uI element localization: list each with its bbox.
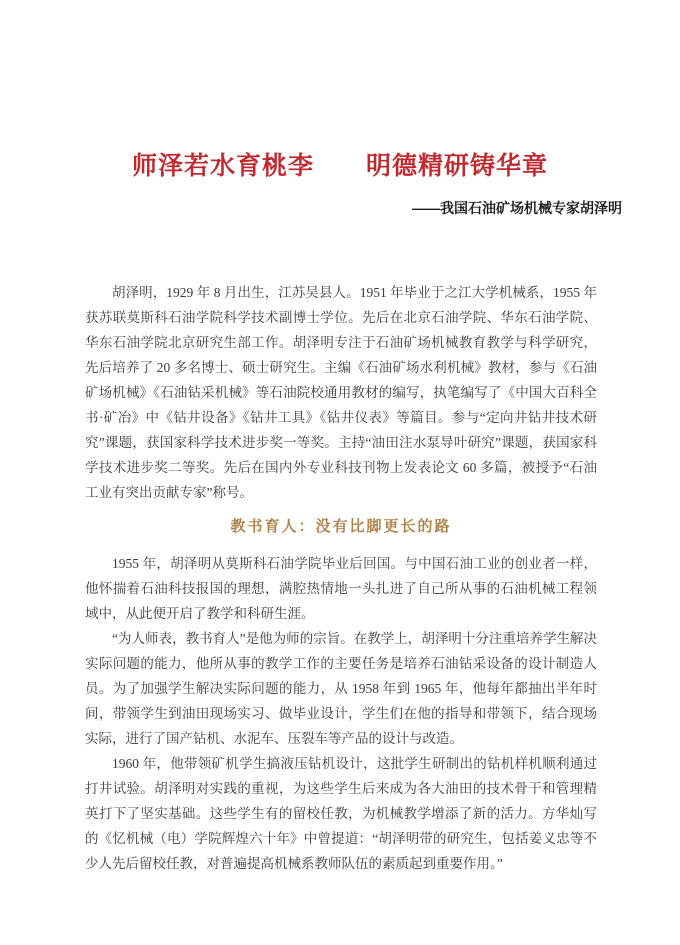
intro-paragraph: 胡泽明，1929 年 8 月出生，江苏吴县人。1951 年毕业于之江大学机械系，1955 年获苏联莫斯科石油学院科学技术副博士学位。先后在北京石油学院、华东石油学院、华东石油学院北京研究生部工作。胡泽明专注于石油矿场机械教育教学与科学研究，先后培养了 20 多名博士、硕士研究生。主编《石油矿场水利机械》教材，参与《石油矿场机械》《石油钻采机械》等石油院校通用教材的编写，执笔编写了《中国大百科全书·矿冶》中《钻井设备》《钻井工具》《钻井仪表》等篇目。参与“定向井钻井技术研究”课题，获国家科学技术进步奖一等奖。主持“油田注水泵导叶研究”课题，获国家科学技术进步奖二等奖。先后在国内外专业科技刊物上发表论文 60 多篇，被授予“石油工业有突出贡献专家”称号。 <box>85 285 597 500</box>
body-paragraph: 1955 年，胡泽明从莫斯科石油学院毕业后回国。与中国石油工业的创业者一样，他怀揣着石油科技报国的理想，满腔热情地一头扎进了自己所从事的石油机械工程领域中，从此便开启了教学和科研生涯。 <box>85 556 597 621</box>
body-paragraph: 1960 年，他带领矿机学生搞液压钻机设计，这批学生研制出的钻机样机顺利通过打井试验。胡泽明对实践的重视，为这些学生后来成为各大油田的技术骨干和管理精英打下了坚实基础。这些学生有的留校任教，为机械教学增添了新的活力。方华灿写的《忆机械（电）学院辉煌六十年》中曾提道：“胡泽明带的研究生，包括姜义忠等不少人先后留校任教，对普遍提高机械系教师队伍的素质起到重要作用。” <box>85 756 597 871</box>
body-paragraph: “为人师表，教书育人”是他为师的宗旨。在教学上，胡泽明十分注重培养学生解决实际问题的能力，他所从事的教学工作的主要任务是培养石油钻采设备的设计制造人员。为了加强学生解决实际问题的能力，从 1958 年到 1965 年，他每年都抽出半年时间，带领学生到油田现场实习、做毕业设计，学生们在他的指导和带领下，结合现场实际，进行了国产钻机、水泥车、压裂车等产品的设计与改造。 <box>85 631 597 746</box>
byline: ——我国石油矿场机械专家胡泽明 <box>412 200 622 216</box>
article-body <box>85 280 597 876</box>
section-heading: 教书育人：没有比脚更长的路 <box>230 519 452 535</box>
page-title: 师泽若水育桃李 明德精研铸华章 <box>131 153 548 180</box>
